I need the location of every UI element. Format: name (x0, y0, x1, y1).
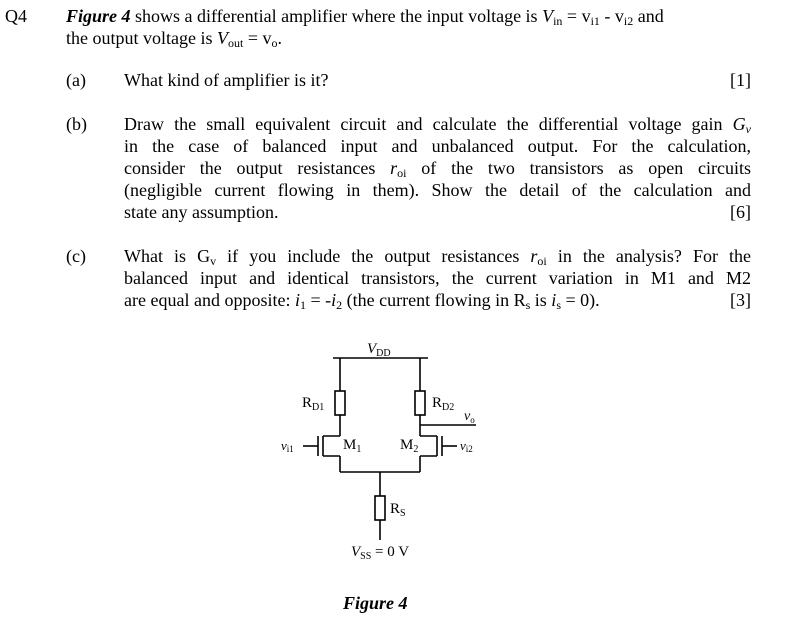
part-b-line-3: consider the output resistances $r_{oi}$ of the two transistors as open circuits (124, 158, 751, 180)
figure-caption: Figure 4 (343, 593, 408, 613)
part-c-marks: [3] (730, 290, 751, 310)
question-intro-line-1: Figure 4 shows a differential amplifier where the input voltage is $V_{in} = v_{i1} - v_{i2}$ and (66, 6, 664, 28)
part-b-line-2: in the case of balanced input and unbalanced output. For the calculation, (124, 136, 751, 156)
part-b-label: (b) (66, 114, 87, 134)
vss-label: $V_{SS} = 0$ V (351, 544, 410, 562)
vi2-label: vi2 (460, 438, 473, 454)
part-a-label: (a) (66, 70, 86, 90)
part-c-line-1: What is $G_v$ if you include the output resistances $r_{oi}$ in the analysis? For the (124, 246, 751, 268)
part-a-marks: [1] (730, 70, 751, 90)
part-b-marks: [6] (730, 202, 751, 222)
vo-label: $v_o$ (464, 409, 475, 425)
question-intro-line-2: the output voltage is $V_{out} = v_o$. (66, 28, 282, 50)
part-a-text: What kind of amplifier is it? (124, 70, 329, 90)
vdd-label: $V_{DD}$ (367, 341, 391, 359)
resistor-rd1 (335, 391, 345, 415)
rs-label: $R_S$ (390, 501, 406, 519)
rd2-label: $R_{D2}$ (432, 395, 455, 413)
part-b-line-5: state any assumption. (124, 202, 279, 222)
m1-label: $M_1$ (343, 437, 362, 455)
m2-label: $M_2$ (400, 437, 419, 455)
resistor-rd2 (415, 391, 425, 415)
part-c-line-3: are equal and opposite: $i_1 = -i_2$ (the current flowing in $R_s$ is $i_s = 0$). (124, 290, 600, 312)
part-b-line-1: Draw the small equivalent circuit and calculate the differential voltage gain $G_v$ (124, 114, 751, 136)
part-c-line-2: balanced input and identical transistors, the current variation in M1 and M2 (124, 268, 751, 288)
rd1-label: $R_{D1}$ (302, 395, 325, 413)
resistor-rs (375, 496, 385, 520)
part-c-label: (c) (66, 246, 86, 266)
part-b-line-4: (negligible current flowing in them). Show the detail of the calculation and (124, 180, 751, 200)
figure-reference: Figure 4 (66, 6, 131, 26)
question-number: Q4 (5, 6, 27, 26)
vi1-label: vi1 (281, 438, 294, 454)
